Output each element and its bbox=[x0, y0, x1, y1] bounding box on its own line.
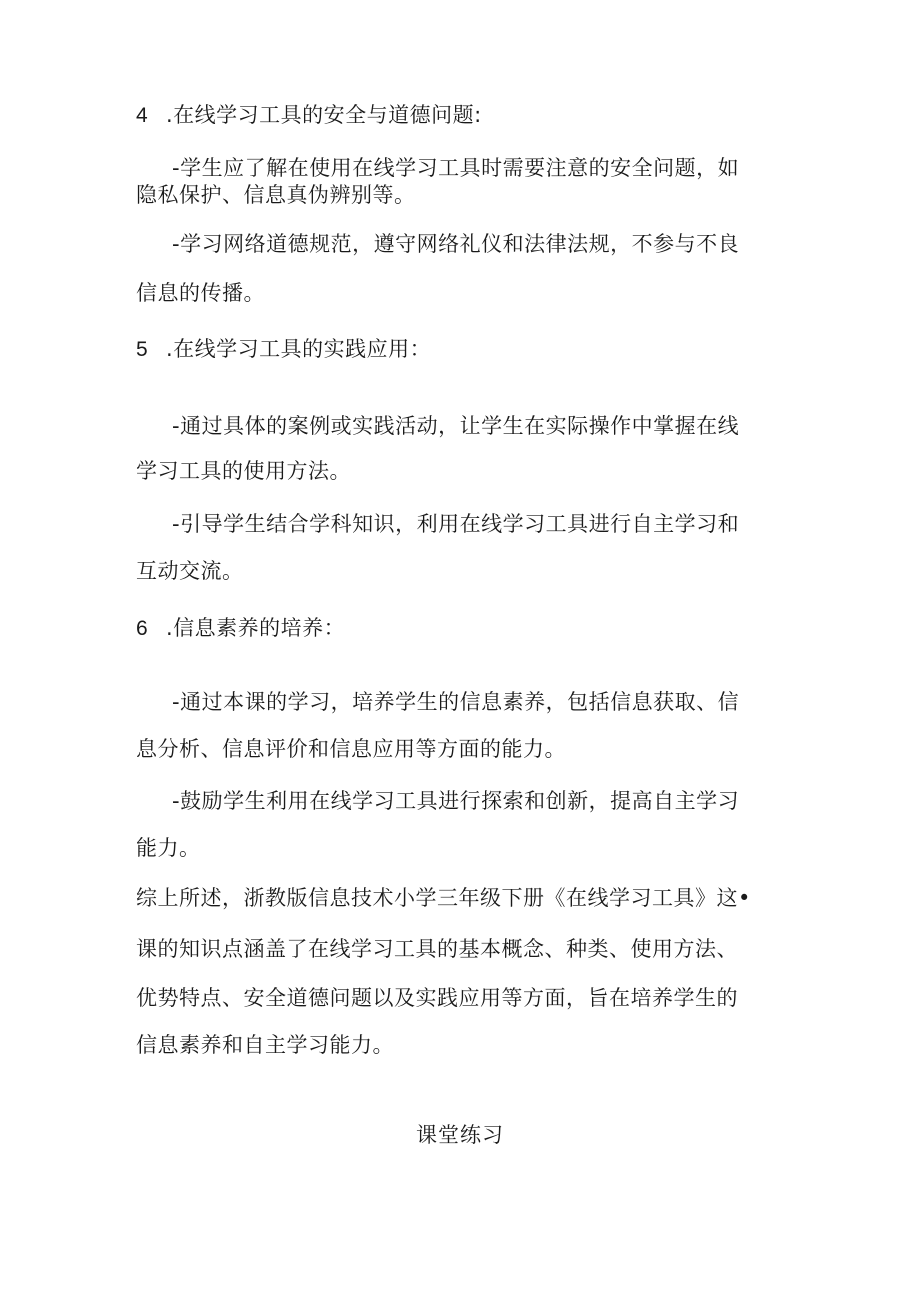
paragraph-line: -通过具体的案例或实践活动，让学生在实际操作中掌握在线 bbox=[172, 414, 740, 438]
section-title: .在线学习工具的实践应用： bbox=[166, 337, 432, 361]
paragraph-line: -学习网络道德规范，遵守网络礼仪和法律法规，不参与不良 bbox=[172, 232, 740, 256]
summary-line: 信息素养和自主学习能力。 bbox=[136, 1033, 394, 1057]
summary-line: 综上所述，浙教版信息技术小学三年级下册《在线学习工具》这• bbox=[136, 886, 751, 910]
paragraph-line: 息分析、信息评价和信息应用等方面的能力。 bbox=[136, 737, 566, 761]
summary-line: 课的知识点涵盖了在线学习工具的基本概念、种类、使用方法、 bbox=[136, 937, 738, 961]
section-4-heading bbox=[136, 101, 482, 130]
paragraph-line: -学生应了解在使用在线学习工具时需要注意的安全问题，如 bbox=[172, 156, 740, 180]
section-number: 6 bbox=[136, 617, 149, 640]
paragraph-line: 隐私保护、信息真伪辨别等。 bbox=[136, 183, 416, 207]
section-6-heading bbox=[136, 614, 345, 643]
section-title-classroom-exercise: 课堂练习 bbox=[416, 1123, 504, 1147]
paragraph-line: 学习工具的使用方法。 bbox=[136, 459, 351, 483]
paragraph-line: 能力。 bbox=[136, 836, 201, 860]
paragraph-line: -引导学生结合学科知识，利用在线学习工具进行自主学习和 bbox=[172, 512, 740, 536]
paragraph-line: -鼓励学生利用在线学习工具进行探索和创新，提高自主学习 bbox=[172, 789, 740, 813]
section-number: 4 bbox=[136, 104, 149, 127]
summary-line: 优势特点、安全道德问题以及实践应用等方面，旨在培养学生的 bbox=[136, 986, 738, 1010]
paragraph-line: 互动交流。 bbox=[136, 559, 244, 583]
section-title: .信息素养的培养： bbox=[166, 616, 346, 640]
section-number: 5 bbox=[136, 338, 149, 361]
paragraph-line: 信息的传播。 bbox=[136, 281, 265, 305]
paragraph-line: -通过本课的学习，培养学生的信息素养，包括信息获取、信 bbox=[172, 690, 740, 714]
section-5-heading bbox=[136, 335, 431, 364]
section-title: .在线学习工具的安全与道德问题: bbox=[166, 103, 482, 127]
